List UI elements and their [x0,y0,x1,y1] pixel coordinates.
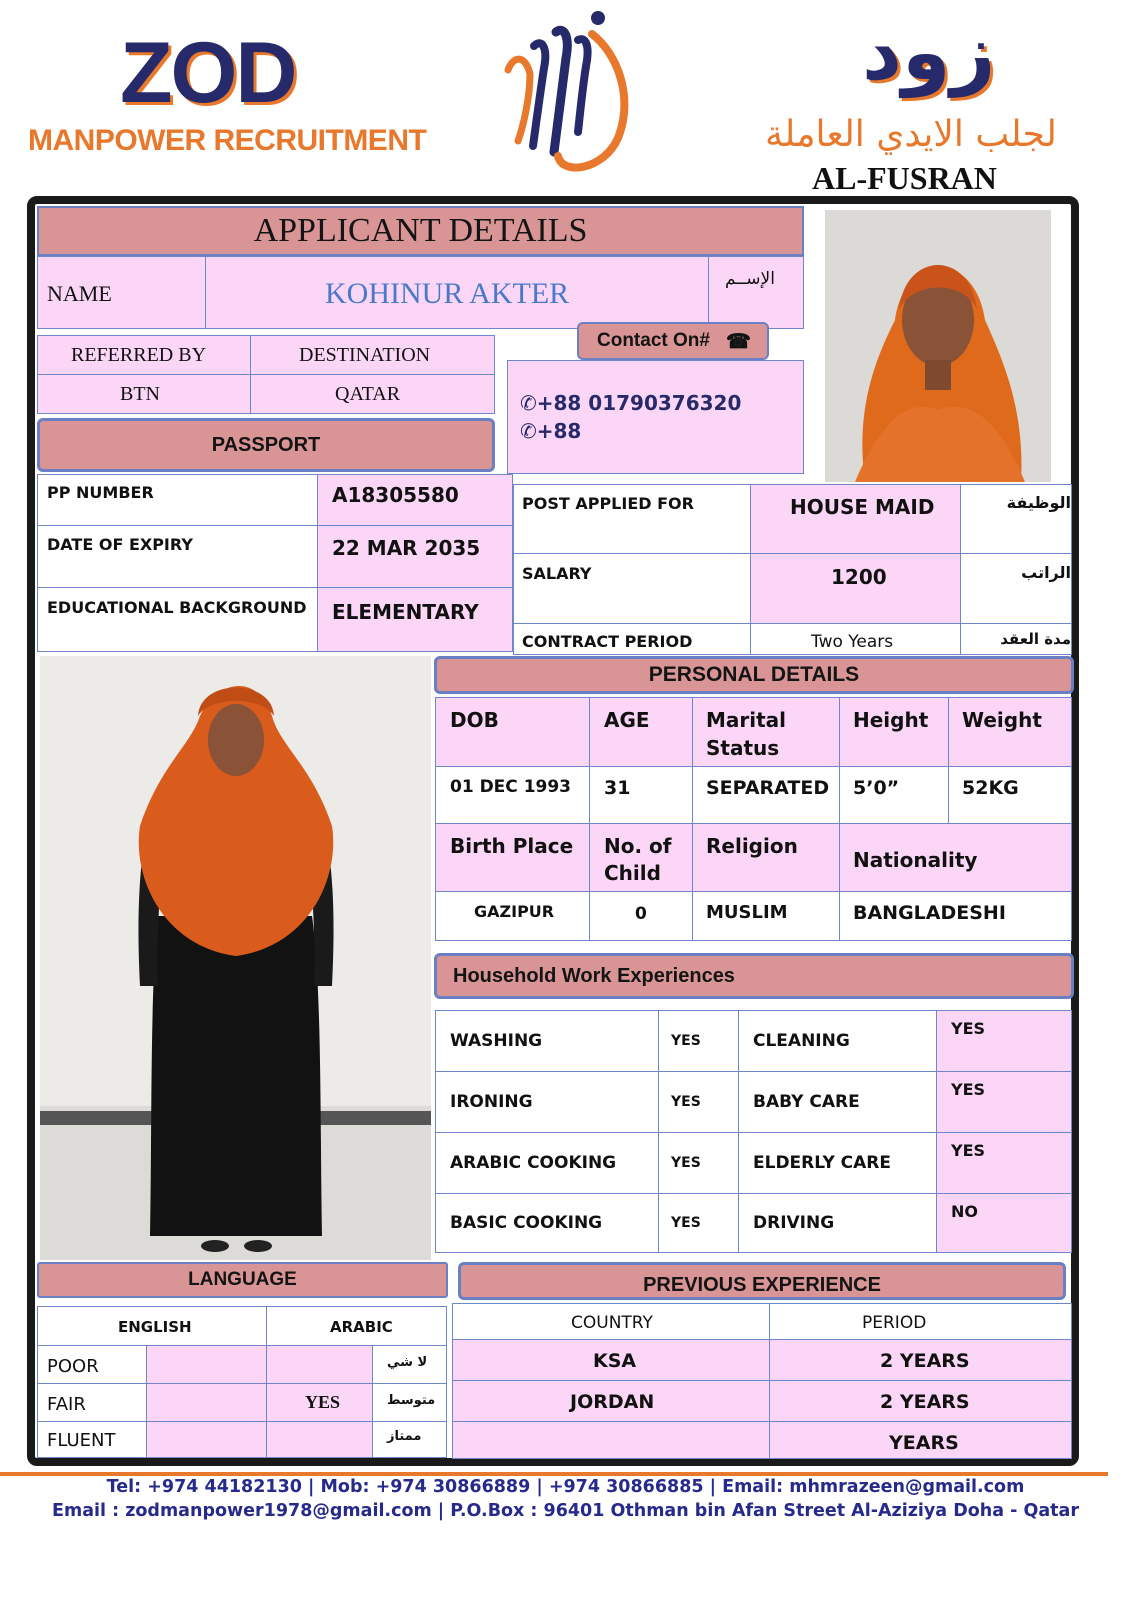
marital-value-cell [692,766,840,824]
height-label: Height [853,708,929,732]
household-task-label: IRONING [450,1092,533,1112]
prev-period-value: YEARS [889,1432,959,1454]
pp-number-value-cell [317,474,513,526]
household-row [738,1071,937,1133]
household-row [435,1071,659,1133]
contract-value: Two Years [811,632,894,652]
prev-country-cell [452,1339,770,1381]
referred-by-value-cell [37,374,251,414]
passport-title: PASSPORT [211,433,321,456]
birthplace-value-cell [435,891,590,941]
zod-logo-text: ZOD [120,25,296,121]
weight-value-cell [948,766,1072,824]
household-row [435,1010,659,1072]
birthplace-label: Birth Place [450,834,574,858]
household-value-cell [658,1010,739,1072]
dob-value: 01 DEC 1993 [450,777,572,797]
destination-label: DESTINATION [299,344,431,366]
language-level-cell [37,1383,147,1422]
language-arabic-label: ARABIC [330,1318,393,1336]
marital-label-line2: Status [706,736,780,760]
salary-arabic-cell [960,553,1072,624]
prev-period-cell [769,1339,1072,1381]
household-task-label: CLEANING [753,1031,850,1051]
age-label-cell [589,697,693,767]
religion-value: MUSLIM [706,902,788,923]
post-value-cell [750,484,961,554]
company-logo-icon [500,6,640,181]
prev-country-value: JORDAN [570,1391,655,1413]
pp-number-label: PP NUMBER [47,483,154,502]
personal-details-header [434,656,1074,694]
language-english-cell [146,1421,267,1458]
footer-line-1: Tel: +974 44182130 | Mob: +974 30866889 | +974 30866885 | Email: mhmrazeen@gmail.com [106,1477,1025,1497]
children-label-line2: Child [604,861,661,885]
post-arabic-label: الوظيفة [1006,493,1071,512]
marital-value: SEPARATED [706,777,830,799]
prev-country-header [452,1303,770,1340]
language-arabic-level: ممتاز [387,1429,422,1444]
marital-label-line1: Marital [706,708,787,732]
education-label-cell [37,587,318,652]
destination-value: QATAR [335,383,401,405]
weight-value: 52KG [962,777,1019,799]
language-level: FAIR [47,1394,86,1415]
household-task-value: YES [671,1094,701,1110]
nationality-label: Nationality [853,848,978,872]
prev-period-cell [769,1421,1072,1459]
prev-country-value: KSA [593,1350,637,1372]
referred-by-label: REFERRED BY [71,344,207,366]
household-task-value: NO [951,1202,978,1221]
contract-label-cell [513,623,751,655]
pp-number-value: A18305580 [332,483,459,507]
household-task-value: YES [671,1155,701,1171]
language-arabic-level: لا شي [387,1355,428,1370]
language-arabic-level-cell [372,1383,447,1422]
household-header [434,953,1074,999]
post-label-cell [513,484,751,554]
full-body-photo [40,656,431,1260]
language-level: FLUENT [47,1430,116,1451]
household-task-value: YES [671,1215,701,1231]
footer-line-2: Email : zodmanpower1978@gmail.com | P.O.Box : 96401 Othman bin Afan Street Al-Aziziya Doha - Qatar [52,1501,1079,1521]
partner-name: AL-FUSRAN [812,160,997,196]
language-english-label: ENGLISH [118,1318,192,1336]
language-arabic-cell [266,1383,373,1422]
religion-value-cell [692,891,840,941]
salary-label-cell [513,553,751,624]
height-value-cell [839,766,949,824]
household-task-label: DRIVING [753,1213,835,1233]
household-task-label: ELDERLY CARE [753,1153,892,1173]
height-value: 5’0” [853,777,900,799]
destination-value-cell [250,374,495,414]
household-value-cell [658,1132,739,1194]
household-row [738,1010,937,1072]
education-label: EDUCATIONAL BACKGROUND [47,598,307,617]
household-task-value: YES [671,1033,701,1049]
contact-header [577,322,769,360]
language-level-cell [37,1421,147,1458]
contract-value-cell [750,623,961,655]
household-task-label: BASIC COOKING [450,1213,603,1233]
language-english-cell [146,1383,267,1422]
age-value: 31 [604,777,631,799]
religion-label: Religion [706,834,798,858]
household-task-value: YES [951,1080,986,1099]
household-value-cell [658,1071,739,1133]
household-value-cell [936,1010,1072,1072]
prev-period-value: 2 YEARS [880,1391,970,1413]
dob-label-cell [435,697,590,767]
applicant-details-title: APPLICANT DETAILS [253,212,588,249]
birthplace-value: GAZIPUR [474,902,555,921]
passport-header [37,418,495,472]
height-label-cell [839,697,949,767]
birthplace-label-cell [435,823,590,892]
household-value-cell [936,1193,1072,1253]
personal-details-title: PERSONAL DETAILS [648,663,860,686]
language-arabic-value: YES [305,1392,341,1412]
referred-by-label-cell [37,335,251,375]
language-title: LANGUAGE [188,1269,297,1290]
education-value-cell [317,587,513,652]
household-value-cell [936,1071,1072,1133]
household-value-cell [936,1132,1072,1194]
household-task-label: WASHING [450,1031,543,1051]
household-title: Household Work Experiences [453,964,735,987]
language-level-cell [37,1345,147,1384]
name-label-cell [37,256,206,329]
prev-period-label: PERIOD [862,1313,927,1333]
previous-experience-header [458,1262,1066,1300]
salary-label: SALARY [522,564,592,583]
prev-period-cell [769,1380,1072,1422]
language-header [37,1262,448,1298]
age-value-cell [589,766,693,824]
contract-arabic-cell [960,623,1072,655]
name-arabic-cell [708,256,804,329]
post-value: HOUSE MAID [790,495,935,519]
prev-country-cell [452,1421,770,1459]
household-task-value: YES [951,1141,986,1160]
expiry-label: DATE OF EXPIRY [47,535,193,554]
name-value: KOHINUR AKTER [325,277,570,310]
children-label-cell [589,823,693,892]
language-level: POOR [47,1356,99,1377]
nationality-value-cell [839,891,1072,941]
tagline: MANPOWER RECRUITMENT [28,124,427,157]
name-label: NAME [47,281,112,306]
expiry-value: 22 MAR 2035 [332,536,481,560]
salary-value: 1200 [831,565,887,589]
dob-label: DOB [450,708,499,732]
household-row [435,1132,659,1194]
household-task-value: YES [951,1019,986,1038]
contact-label: Contact On# [597,330,710,351]
education-value: ELEMENTARY [332,600,479,624]
phone-number-1: ✆+88 01790376320 [520,391,742,415]
language-arabic-level-cell [372,1421,447,1458]
household-row [738,1132,937,1194]
nationality-label-cell [839,823,1072,892]
previous-experience-title: PREVIOUS EXPERIENCE [643,1273,881,1296]
prev-period-value: 2 YEARS [880,1350,970,1372]
contact-box [507,360,804,474]
referred-by-value: BTN [120,383,160,405]
phone-number-2: ✆+88 [520,419,582,443]
children-value: 0 [635,904,647,924]
language-arabic-cell [266,1345,373,1384]
contract-arabic-label: مدة العقد [1000,630,1071,648]
age-label: AGE [604,708,650,732]
name-value-cell [205,256,709,329]
arabic-logo: زود [862,8,996,98]
salary-arabic-label: الراتب [1021,563,1071,582]
phone-icon: ☎ [725,330,751,353]
household-row [738,1193,937,1253]
prev-country-cell [452,1380,770,1422]
prev-period-header [769,1303,1072,1340]
household-row [435,1193,659,1253]
language-english-header [37,1306,267,1346]
children-value-cell [589,891,693,941]
prev-country-label: COUNTRY [571,1313,653,1333]
post-arabic-cell [960,484,1072,554]
expiry-value-cell [317,525,513,588]
name-arabic-label: الإســم [725,269,775,289]
pp-number-label-cell [37,474,318,526]
post-label: POST APPLIED FOR [522,494,694,513]
household-value-cell [658,1193,739,1253]
language-arabic-level-cell [372,1345,447,1384]
marital-label-cell [692,697,840,767]
religion-label-cell [692,823,840,892]
applicant-details-header [37,206,804,256]
weight-label: Weight [962,708,1042,732]
expiry-label-cell [37,525,318,588]
dob-value-cell [435,766,590,824]
children-label-line1: No. of [604,834,672,858]
portrait-photo [825,210,1051,482]
weight-label-cell [948,697,1072,767]
footer-divider [0,1472,1108,1476]
language-arabic-header [266,1306,447,1346]
household-task-label: BABY CARE [753,1092,860,1112]
household-task-label: ARABIC COOKING [450,1153,617,1173]
destination-label-cell [250,335,495,375]
nationality-value: BANGLADESHI [853,902,1006,924]
arabic-tagline: لجلب الايدي العاملة [765,114,1057,155]
salary-value-cell [750,553,961,624]
language-arabic-level: متوسط [387,1393,436,1408]
language-arabic-cell [266,1421,373,1458]
contract-label: CONTRACT PERIOD [522,632,693,651]
language-english-cell [146,1345,267,1384]
